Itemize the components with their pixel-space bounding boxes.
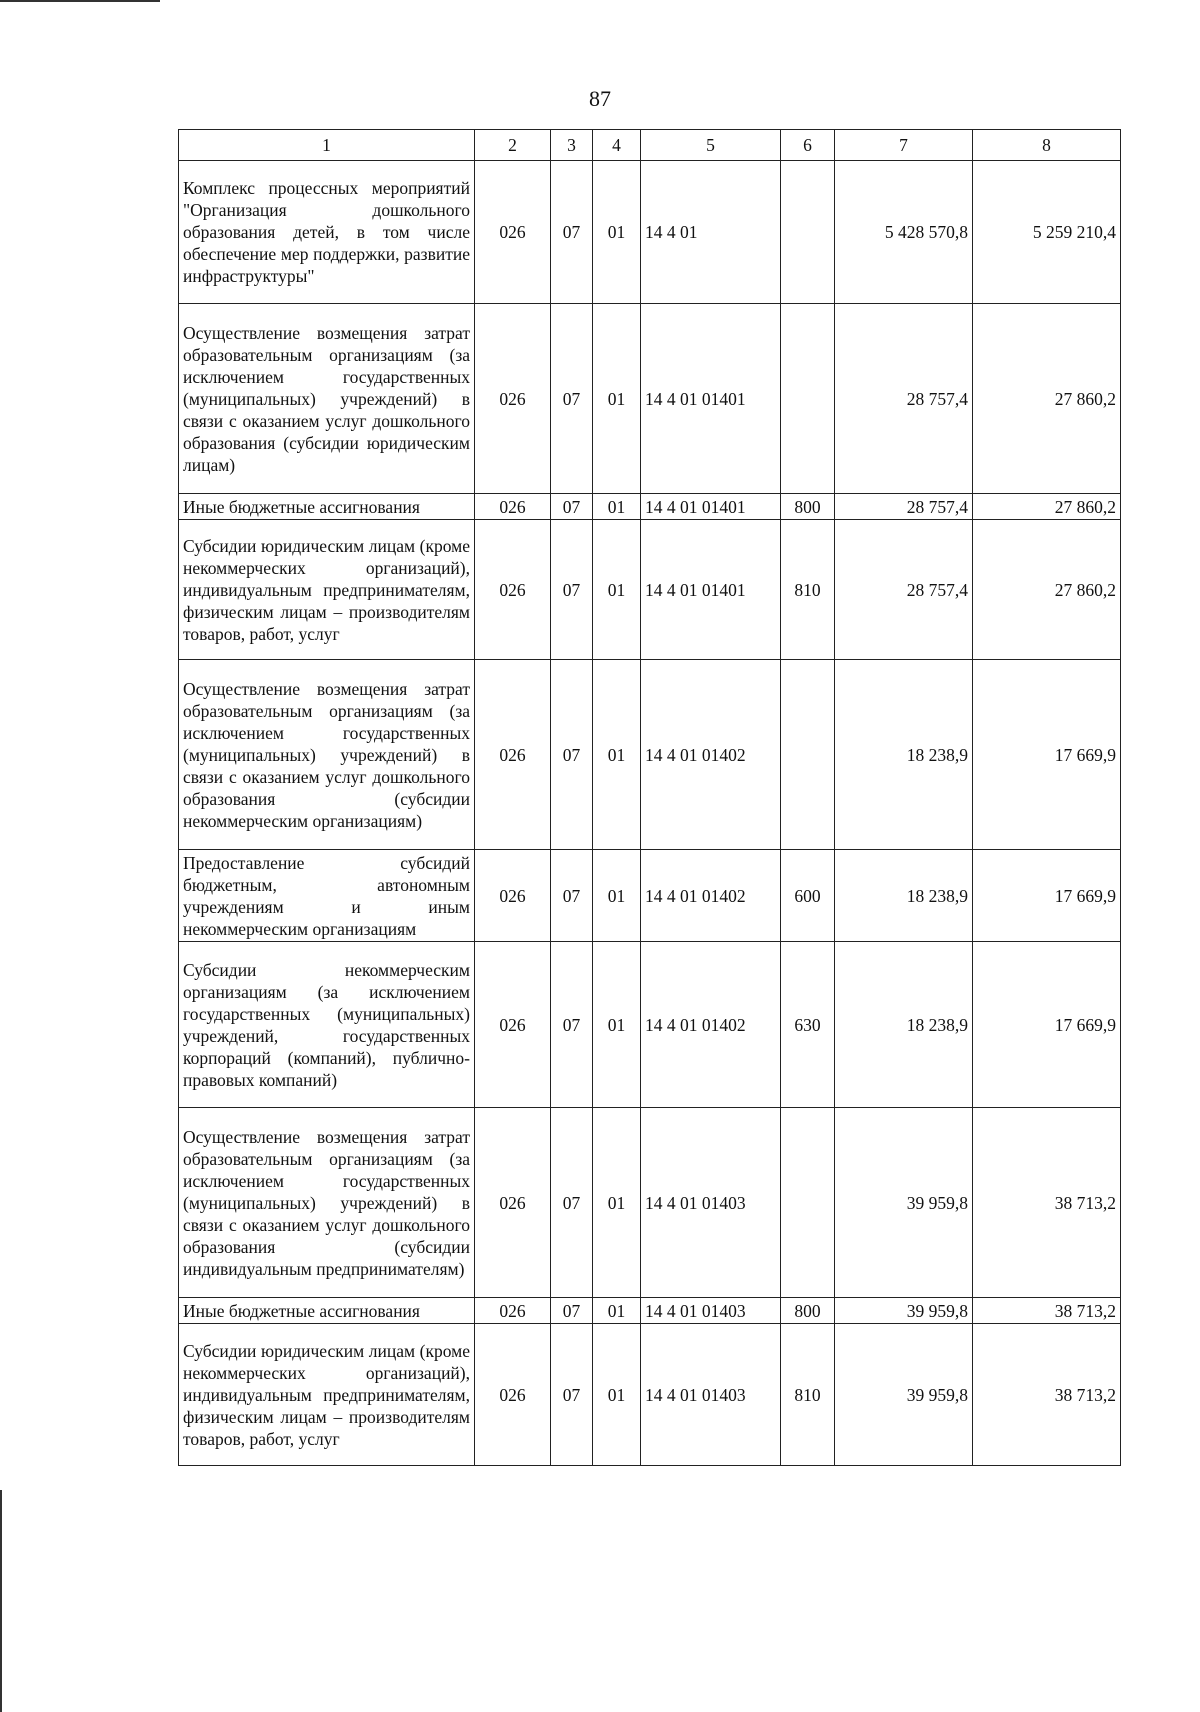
column-header-2: 2 <box>475 130 551 161</box>
row-vr <box>781 304 835 494</box>
row-csr: 14 4 01 01401 <box>641 494 781 520</box>
row-vr: 810 <box>781 520 835 660</box>
row-vr: 630 <box>781 942 835 1108</box>
row-sum-1: 28 757,4 <box>835 494 973 520</box>
table-row <box>179 1298 1121 1324</box>
column-header-4: 4 <box>593 130 641 161</box>
row-grbs: 026 <box>475 850 551 942</box>
row-sum-1: 28 757,4 <box>835 304 973 494</box>
row-sum-2: 5 259 210,4 <box>973 161 1121 304</box>
row-name: Субсидии юридическим лицам (кроме некоммерческих организаций), индивидуальным предпринимателям, физическим лицам – производителям товаров, работ, услуг <box>179 1324 475 1466</box>
table-row <box>179 494 1121 520</box>
row-name: Осуществление возмещения затрат образовательным организациям (за исключением государственных (муниципальных) учреждений) в связи с оказанием услуг дошкольного образования (субсидии юридическим лицам) <box>179 304 475 494</box>
row-pr: 01 <box>593 520 641 660</box>
row-csr: 14 4 01 01402 <box>641 850 781 942</box>
row-name: Иные бюджетные ассигнования <box>179 494 475 520</box>
row-sum-2: 27 860,2 <box>973 304 1121 494</box>
table-row <box>179 161 1121 304</box>
row-sum-2: 27 860,2 <box>973 494 1121 520</box>
page-number: 87 <box>589 86 611 111</box>
row-pr: 01 <box>593 494 641 520</box>
row-name: Иные бюджетные ассигнования <box>179 1298 475 1324</box>
row-grbs: 026 <box>475 494 551 520</box>
row-sum-2: 27 860,2 <box>973 520 1121 660</box>
row-pr: 01 <box>593 161 641 304</box>
row-pr: 01 <box>593 1324 641 1466</box>
row-name: Осуществление возмещения затрат образовательным организациям (за исключением государственных (муниципальных) учреждений) в связи с оказанием услуг дошкольного образования (субсидии индивидуальным предпринимателям) <box>179 1108 475 1298</box>
table-row <box>179 660 1121 850</box>
column-header-8: 8 <box>973 130 1121 161</box>
row-name: Осуществление возмещения затрат образовательным организациям (за исключением государственных (муниципальных) учреждений) в связи с оказанием услуг дошкольного образования (субсидии некоммерческим организациям) <box>179 660 475 850</box>
table-row <box>179 520 1121 660</box>
table-header-row <box>179 130 1121 161</box>
row-sum-1: 39 959,8 <box>835 1108 973 1298</box>
row-csr: 14 4 01 01401 <box>641 520 781 660</box>
row-grbs: 026 <box>475 520 551 660</box>
row-sum-2: 38 713,2 <box>973 1108 1121 1298</box>
row-csr: 14 4 01 01403 <box>641 1324 781 1466</box>
row-rz: 07 <box>551 520 593 660</box>
row-rz: 07 <box>551 304 593 494</box>
row-sum-2: 17 669,9 <box>973 660 1121 850</box>
row-sum-1: 39 959,8 <box>835 1324 973 1466</box>
row-csr: 14 4 01 01402 <box>641 660 781 850</box>
row-rz: 07 <box>551 660 593 850</box>
row-rz: 07 <box>551 1108 593 1298</box>
row-sum-2: 17 669,9 <box>973 850 1121 942</box>
row-rz: 07 <box>551 494 593 520</box>
row-vr: 810 <box>781 1324 835 1466</box>
column-header-6: 6 <box>781 130 835 161</box>
row-sum-2: 38 713,2 <box>973 1298 1121 1324</box>
row-vr: 800 <box>781 1298 835 1324</box>
row-grbs: 026 <box>475 1108 551 1298</box>
row-sum-1: 18 238,9 <box>835 660 973 850</box>
row-pr: 01 <box>593 660 641 850</box>
row-vr: 600 <box>781 850 835 942</box>
row-grbs: 026 <box>475 1298 551 1324</box>
scan-edge-left <box>0 1490 2 1712</box>
row-rz: 07 <box>551 850 593 942</box>
column-header-1: 1 <box>179 130 475 161</box>
row-vr: 800 <box>781 494 835 520</box>
column-header-5: 5 <box>641 130 781 161</box>
row-grbs: 026 <box>475 1324 551 1466</box>
row-pr: 01 <box>593 1298 641 1324</box>
row-csr: 14 4 01 01401 <box>641 304 781 494</box>
row-csr: 14 4 01 <box>641 161 781 304</box>
row-name: Субсидии некоммерческим организациям (за исключением государственных (муниципальных) учреждений, государственных корпораций (компаний), публично-правовых компаний) <box>179 942 475 1108</box>
row-name: Предоставление субсидий бюджетным, автономным учреждениям и иным некоммерческим организациям <box>179 850 475 942</box>
scan-edge-top <box>0 0 160 2</box>
row-rz: 07 <box>551 1298 593 1324</box>
row-csr: 14 4 01 01403 <box>641 1108 781 1298</box>
row-vr <box>781 161 835 304</box>
row-grbs: 026 <box>475 304 551 494</box>
budget-table <box>178 129 1121 1466</box>
table-row <box>179 850 1121 942</box>
row-rz: 07 <box>551 942 593 1108</box>
row-rz: 07 <box>551 161 593 304</box>
row-sum-1: 28 757,4 <box>835 520 973 660</box>
row-sum-1: 18 238,9 <box>835 850 973 942</box>
row-sum-1: 39 959,8 <box>835 1298 973 1324</box>
table-row <box>179 1108 1121 1298</box>
row-rz: 07 <box>551 1324 593 1466</box>
row-grbs: 026 <box>475 161 551 304</box>
row-grbs: 026 <box>475 660 551 850</box>
row-name: Субсидии юридическим лицам (кроме некоммерческих организаций), индивидуальным предпринимателям, физическим лицам – производителям товаров, работ, услуг <box>179 520 475 660</box>
row-csr: 14 4 01 01403 <box>641 1298 781 1324</box>
row-sum-1: 5 428 570,8 <box>835 161 973 304</box>
row-pr: 01 <box>593 1108 641 1298</box>
row-pr: 01 <box>593 304 641 494</box>
row-pr: 01 <box>593 942 641 1108</box>
row-csr: 14 4 01 01402 <box>641 942 781 1108</box>
row-vr <box>781 660 835 850</box>
table-row <box>179 1324 1121 1466</box>
column-header-7: 7 <box>835 130 973 161</box>
column-header-3: 3 <box>551 130 593 161</box>
row-sum-2: 38 713,2 <box>973 1324 1121 1466</box>
table-row <box>179 304 1121 494</box>
row-vr <box>781 1108 835 1298</box>
row-sum-1: 18 238,9 <box>835 942 973 1108</box>
row-pr: 01 <box>593 850 641 942</box>
row-sum-2: 17 669,9 <box>973 942 1121 1108</box>
row-grbs: 026 <box>475 942 551 1108</box>
row-name: Комплекс процессных мероприятий "Организация дошкольного образования детей, в том числе обеспечение мер поддержки, развитие инфраструктуры" <box>179 161 475 304</box>
table-row <box>179 942 1121 1108</box>
